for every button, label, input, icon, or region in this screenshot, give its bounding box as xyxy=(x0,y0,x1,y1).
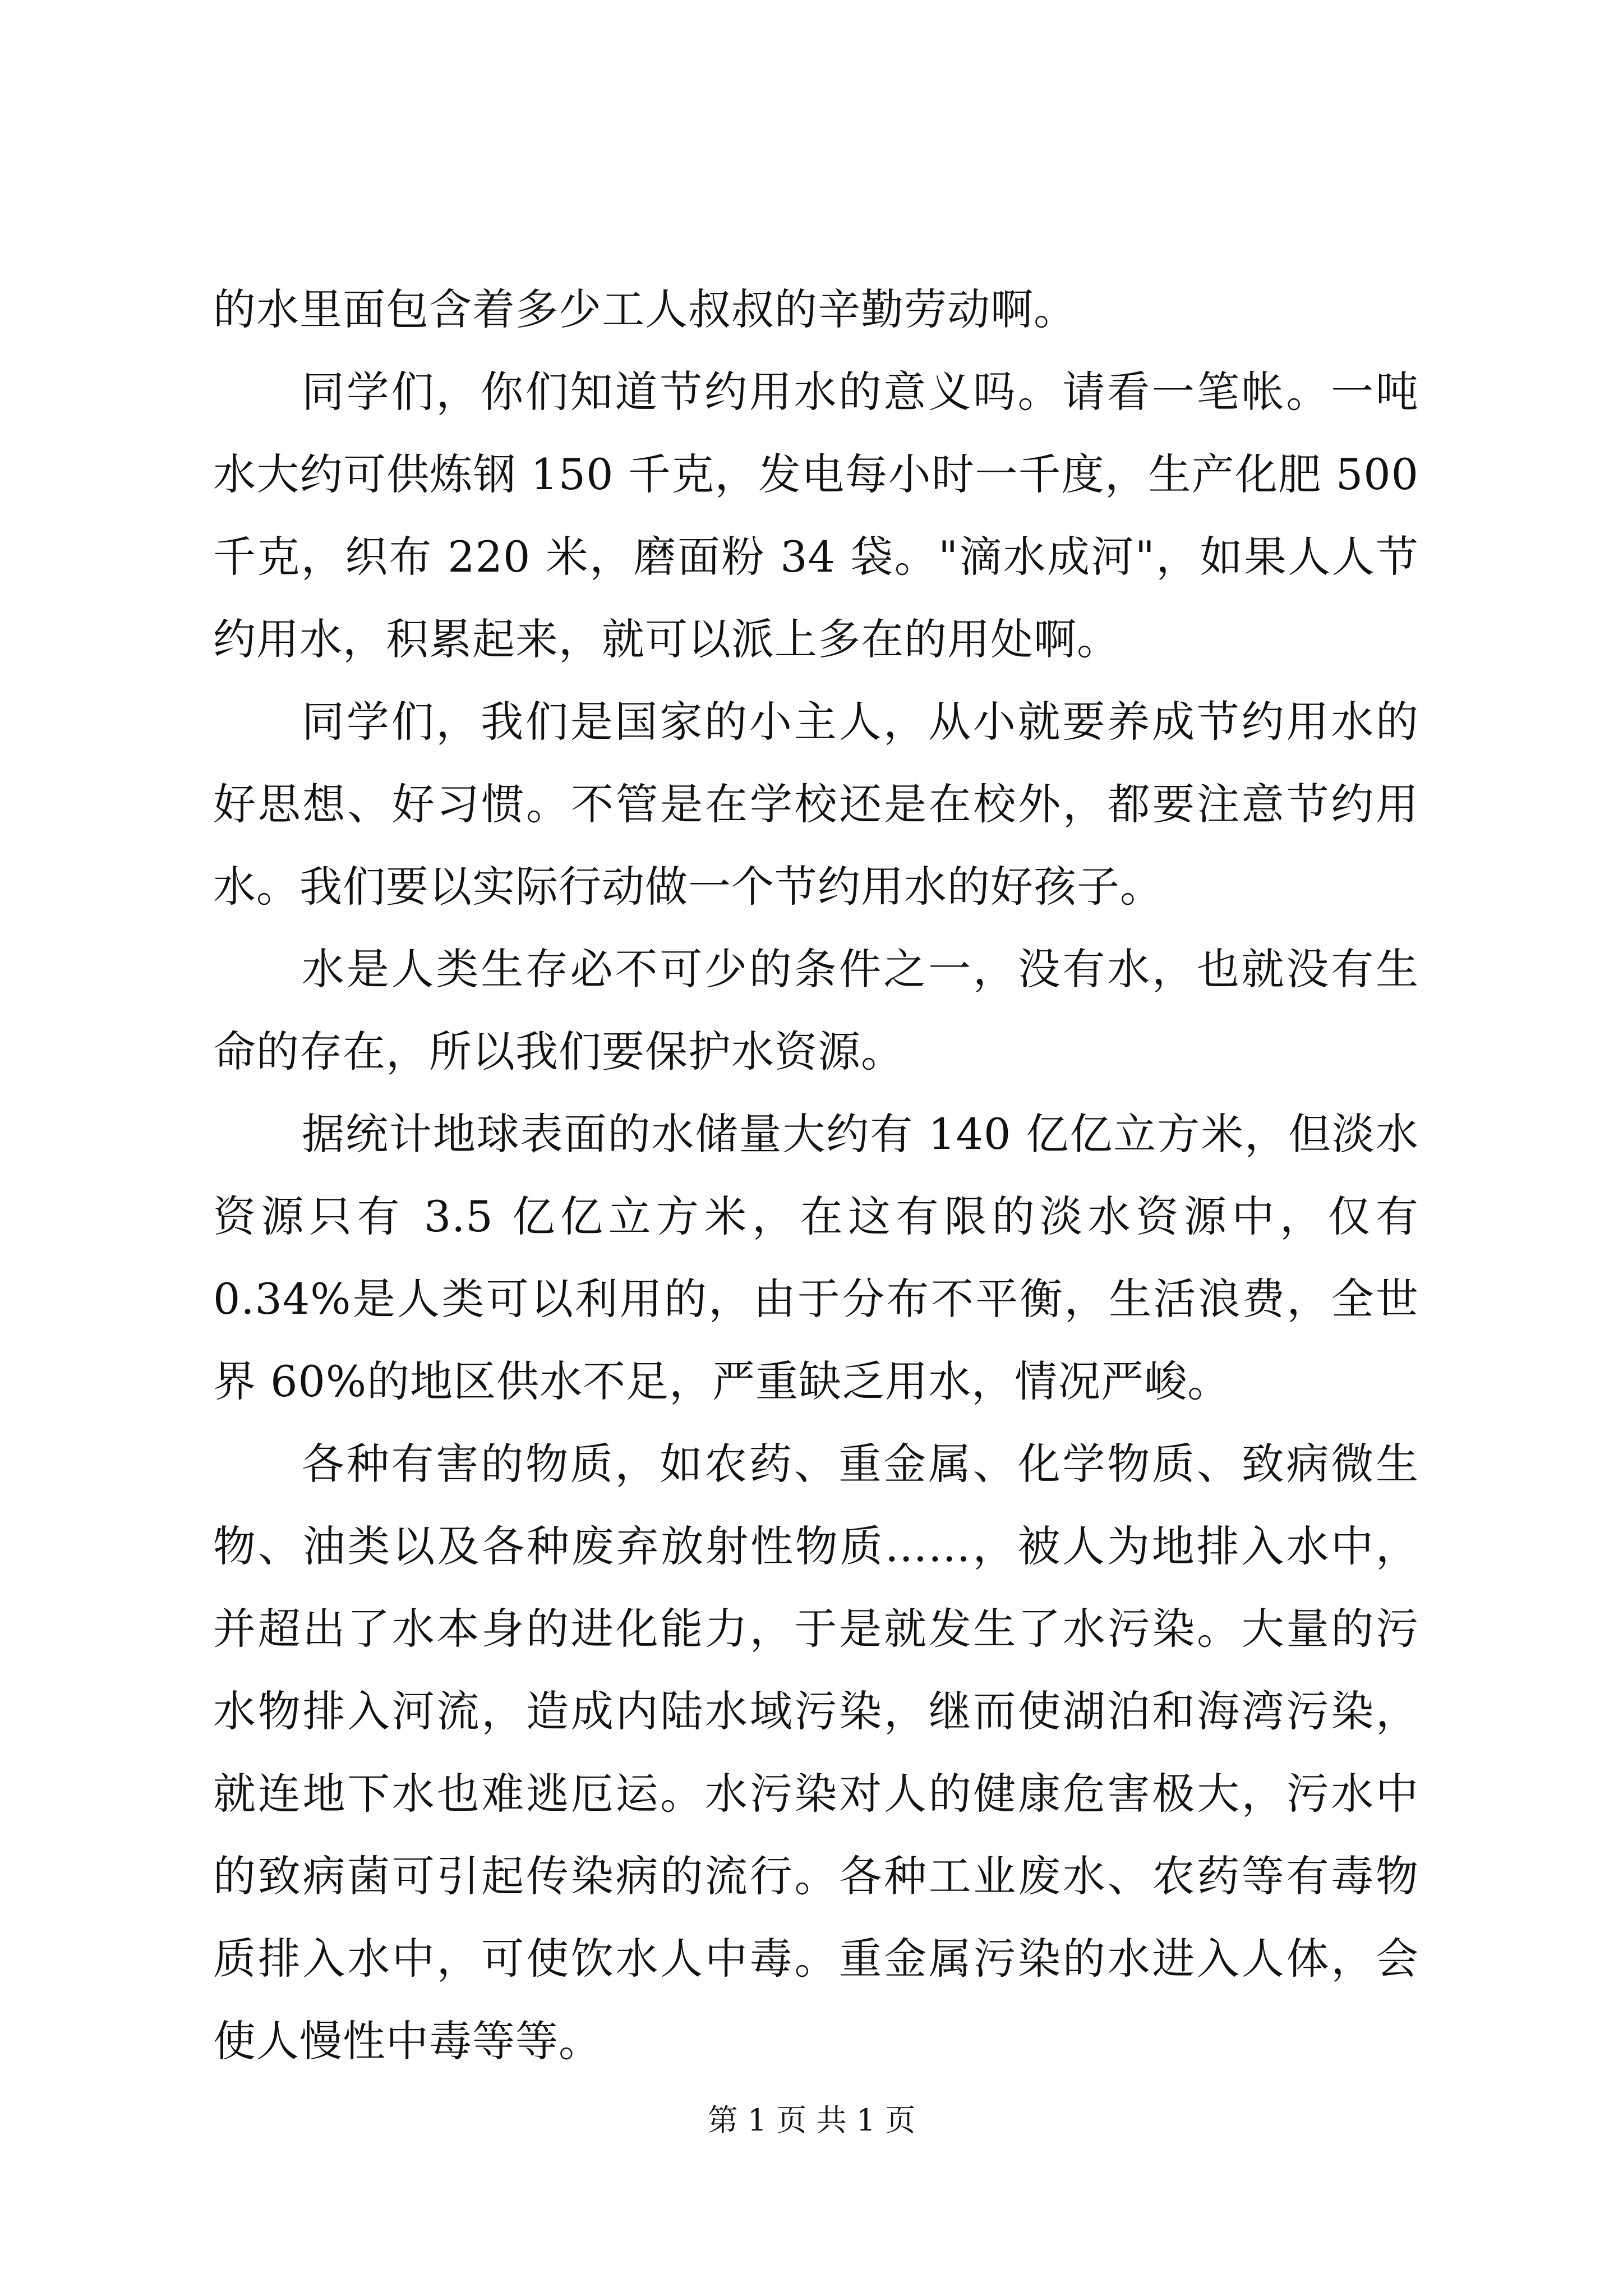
page-number-footer: 第 1 页 共 1 页 xyxy=(707,2102,916,2138)
paragraph-2: 同学们，你们知道节约用水的意义吗。请看一笔帐。一吨水大约可供炼钢 150 千克，发电每小时一千度，生产化肥 500 千克，织布 220 米，磨面粉 34 袋。"滴水成河"，如果人人节约用水，积累起来，就可以派上多在的用处啊。 xyxy=(213,367,1419,664)
document-body xyxy=(213,268,1419,2082)
paragraph-6: 各种有害的物质，如农药、重金属、化学物质、致病微生物、油类以及各种废弃放射性物质……，被人为地排入水中，并超出了水本身的进化能力，于是就发生了水污染。大量的污水物排入河流，造成内陆水域污染，继而使湖泊和海湾污染，就连地下水也难逃厄运。水污染对人的健康危害极大，污水中的致病菌可引起传染病的流行。各种工业废水、农药等有毒物质排入水中，可使饮水人中毒。重金属污染的水进入人体，会使人慢性中毒等等。 xyxy=(213,1439,1419,2066)
paragraph-1: 的水里面包含着多少工人叔叔的辛勤劳动啊。 xyxy=(213,284,1077,334)
paragraph-5: 据统计地球表面的水储量大约有 140 亿亿立方米，但淡水资源只有 3.5 亿亿立方米，在这有限的淡水资源中，仅有 0.34%是人类可以利用的，由于分布不平衡，生活浪费，全世界 60%的地区供水不足，严重缺乏用水，情况严峻。 xyxy=(213,1109,1419,1406)
paragraph-3: 同学们，我们是国家的小主人，从小就要养成节约用水的好思想、好习惯。不管是在学校还是在校外，都要注意节约用水。我们要以实际行动做一个节约用水的好孩子。 xyxy=(213,697,1419,912)
paragraph-4: 水是人类生存必不可少的条件之一，没有水，也就没有生命的存在，所以我们要保护水资源。 xyxy=(213,944,1419,1076)
